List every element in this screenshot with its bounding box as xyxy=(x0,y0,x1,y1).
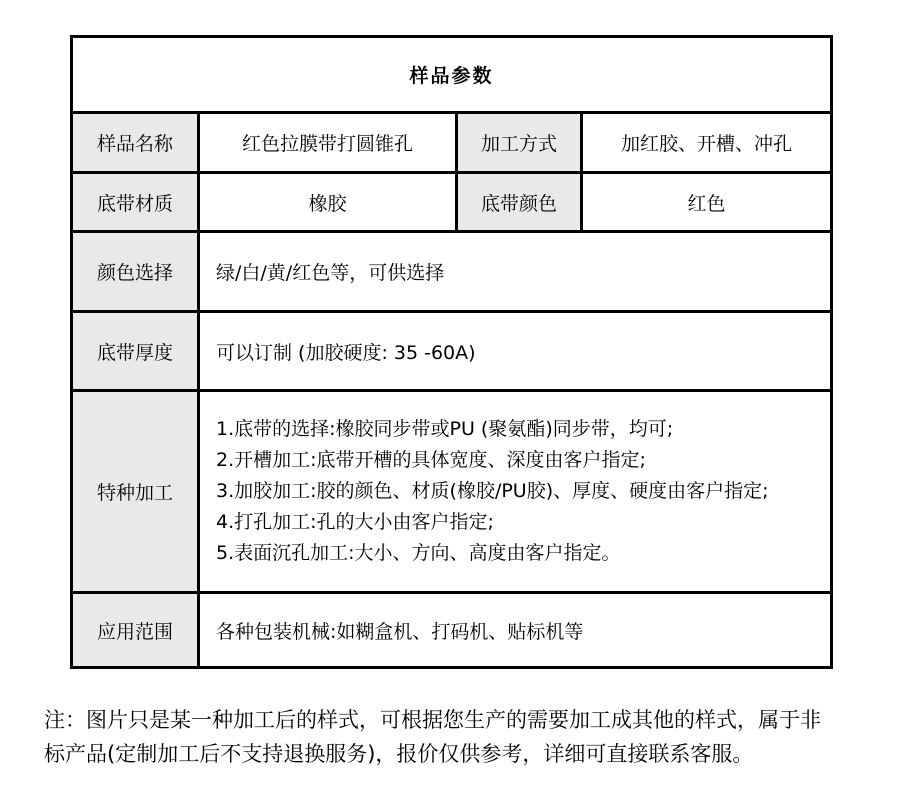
base-band-material-value: 橡胶 xyxy=(199,173,457,232)
color-options-label: 颜色选择 xyxy=(72,232,199,312)
special-processing-item-4: 4.打孔加工:孔的大小由客户指定; xyxy=(216,511,494,533)
application-range-label: 应用范围 xyxy=(72,593,199,668)
special-processing-value xyxy=(199,391,832,593)
table-row xyxy=(72,593,832,668)
table-row xyxy=(72,232,832,312)
special-processing-item-1: 1.底带的选择:橡胶同步带或PU (聚氨酯)同步带，均可; xyxy=(216,418,674,440)
base-band-material-label: 底带材质 xyxy=(72,173,199,232)
base-band-color-value: 红色 xyxy=(582,173,832,232)
special-processing-item-2: 2.开槽加工:底带开槽的具体宽度、深度由客户指定; xyxy=(216,449,646,471)
special-processing-label: 特种加工 xyxy=(72,391,199,593)
footnote-line-1: 注：图片只是某一种加工后的样式，可根据您生产的需要加工成其他的样式，属于非 xyxy=(44,708,821,732)
sample-name-label: 样品名称 xyxy=(72,113,199,173)
special-processing-item-5: 5.表面沉孔加工:大小、方向、高度由客户指定。 xyxy=(216,542,621,564)
base-band-color-label: 底带颜色 xyxy=(457,173,582,232)
processing-method-label: 加工方式 xyxy=(457,113,582,173)
table-row xyxy=(72,113,832,173)
table-row xyxy=(72,391,832,593)
table-row xyxy=(72,312,832,391)
special-processing-item-3: 3.加胶加工:胶的颜色、材质(橡胶/PU胶)、厚度、硬度由客户指定; xyxy=(216,480,769,502)
footnote xyxy=(44,703,864,771)
application-range-value: 各种包装机械:如糊盒机、打码机、贴标机等 xyxy=(199,593,832,668)
table-title: 样品参数 xyxy=(72,37,832,113)
footnote-line-2: 标产品(定制加工后不支持退换服务)，报价仅供参考，详细可直接联系客服。 xyxy=(44,742,754,766)
sample-parameters-table xyxy=(70,35,833,669)
color-options-value: 绿/白/黄/红色等，可供选择 xyxy=(199,232,832,312)
processing-method-value: 加红胶、开槽、冲孔 xyxy=(582,113,832,173)
table-row xyxy=(72,173,832,232)
base-band-thickness-label: 底带厚度 xyxy=(72,312,199,391)
base-band-thickness-value: 可以订制 (加胶硬度: 35 -60A) xyxy=(199,312,832,391)
sample-name-value: 红色拉膜带打圆锥孔 xyxy=(199,113,457,173)
